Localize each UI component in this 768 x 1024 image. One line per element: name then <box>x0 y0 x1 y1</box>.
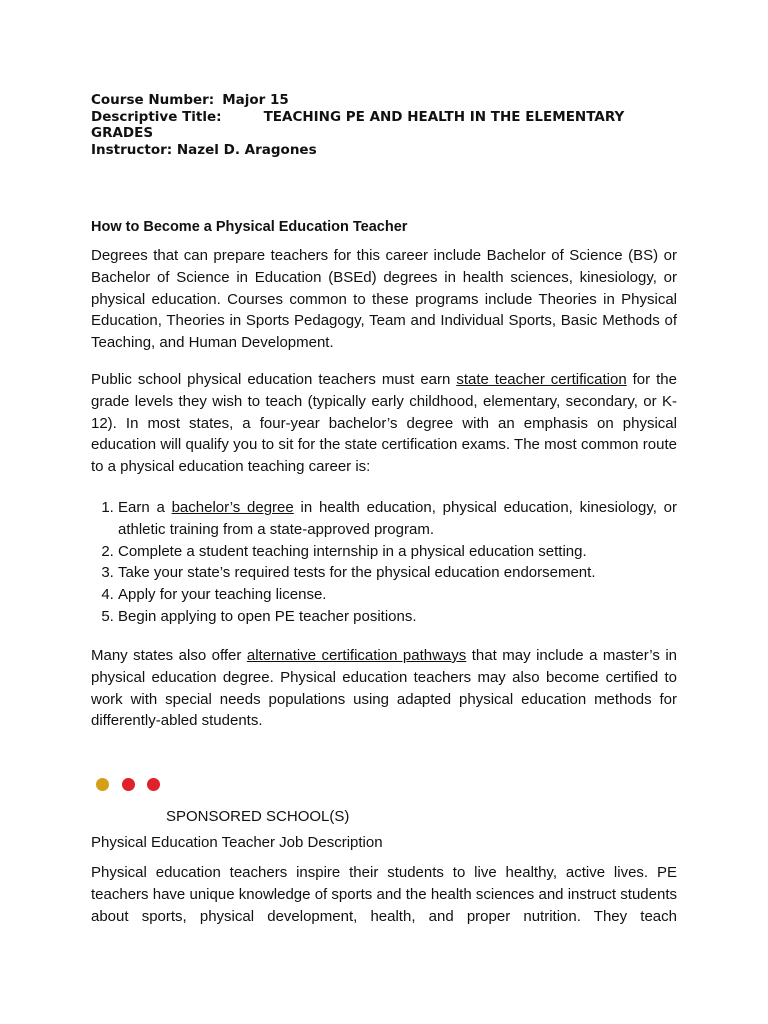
state-teacher-certification-link[interactable]: state teacher certification <box>456 371 627 388</box>
paragraph-job-description-text: Physical education teachers inspire their students to live healthy, active lives. PE teachers have unique knowledge of sports and the health sciences and instruct students about sports, physical development, health, and proper nutrition. They teach <box>91 864 677 925</box>
paragraph-certification-text <box>91 369 677 478</box>
course-header <box>91 92 681 158</box>
instructor-line: Instructor: Nazel D. Aragones <box>91 141 317 158</box>
course-number-value: Major 15 <box>222 92 289 108</box>
paragraph-alternative-after: that may include a master’s in physical education degree. Physical education teachers may also become certified to work with special needs populations using adapted physical education methods for differently-abled students. <box>91 647 678 730</box>
bachelors-degree-link[interactable]: bachelor’s degree <box>171 499 294 516</box>
paragraph-alternative-before: Many states also offer <box>91 647 247 664</box>
list-item-step-2: 2. Complete a student teaching internship in a physical education setting. <box>118 541 677 563</box>
paragraph-alternative-text <box>91 645 677 732</box>
course-number-row <box>91 92 681 109</box>
dot-icon-red-2 <box>147 778 160 791</box>
step-1-before: Earn a <box>118 499 172 516</box>
list-item-step-5: 5. Begin applying to open PE teacher positions. <box>118 606 677 628</box>
list-item-step-1 <box>118 497 677 541</box>
list-item-step-4: 4. Apply for your teaching license. <box>118 584 677 606</box>
paragraph-alternative <box>91 645 677 732</box>
course-number-label: Course Number: <box>91 92 215 108</box>
paragraph-certification-before: Public school physical education teachers must earn <box>91 371 457 388</box>
descriptive-title-row <box>91 109 681 126</box>
alternative-certification-link[interactable]: alternative certification pathways <box>246 647 467 664</box>
paragraph-certification <box>91 369 677 478</box>
paragraph-certification-after: for the grade levels they wish to teach (typically early childhood, elementary, secondary, or K-12). In most states, a four-year bachelor’s degree with an emphasis on physical education will qualify you to sit for the state certification exams. The most common route to a physical education teaching career is: <box>91 371 677 476</box>
paragraph-degrees-text: Degrees that can prepare teachers for this career include Bachelor of Science (BS) or Bachelor of Science in Education (BSEd) degrees in health sciences, kinesiology, or physical education. Courses common to these programs include Theories in Physical Education, Theories in Sports Pedagogy, Team and Individual Sports, Basic Methods of Teaching, and Human Development. <box>91 247 677 352</box>
section-heading: How to Become a Physical Education Teacher <box>91 219 408 235</box>
descriptive-title-continuation: GRADES <box>91 125 154 141</box>
paragraph-job-description <box>91 862 677 927</box>
step-1-after: in health education, physical education, kinesiology, or athletic training from a state-approved program. <box>118 499 677 538</box>
list-item-step-3: 3. Take your state’s required tests for the physical education endorsement. <box>118 562 677 584</box>
paragraph-degrees <box>91 245 677 354</box>
steps-list <box>91 497 677 628</box>
descriptive-title-label: Descriptive Title: <box>91 108 222 125</box>
job-description-heading: Physical Education Teacher Job Description <box>91 834 383 851</box>
dot-icon-gold <box>96 778 109 791</box>
descriptive-title-value: TEACHING PE AND HEALTH IN THE ELEMENTARY <box>263 108 625 125</box>
sponsored-schools-label: SPONSORED SCHOOL(S) <box>166 808 350 825</box>
dot-icon-red-1 <box>122 778 135 791</box>
